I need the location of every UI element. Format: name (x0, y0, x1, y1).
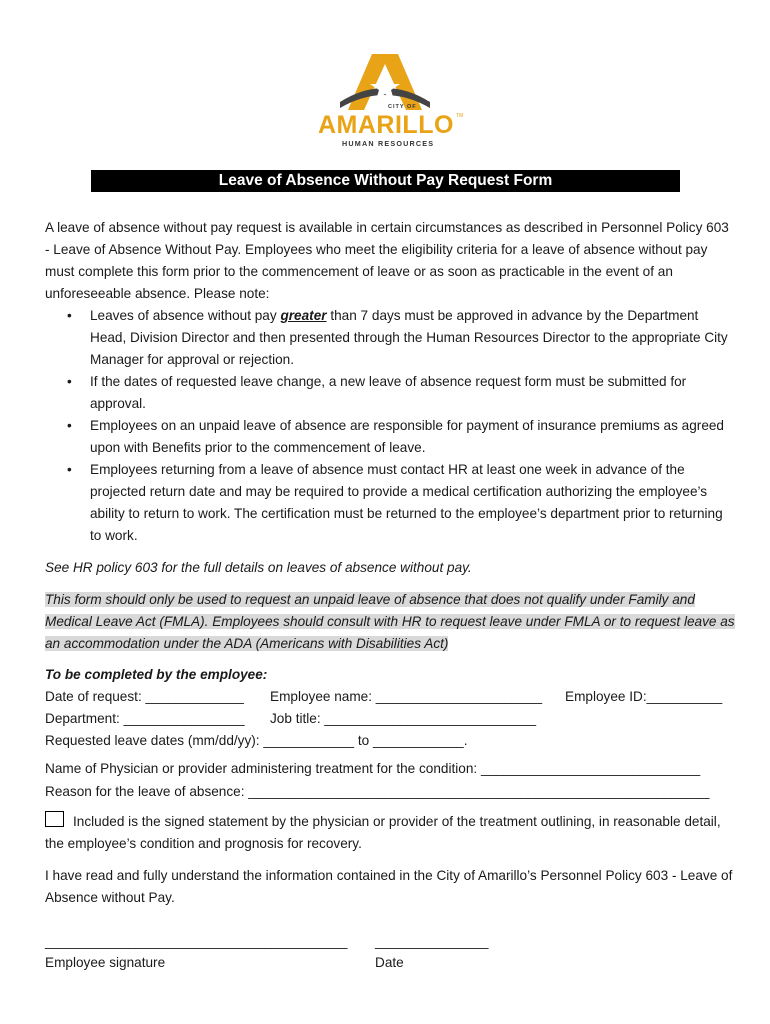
notes-list (45, 305, 735, 547)
acknowledgement-text: I have read and fully understand the information contained in the City of Amarillo’s Personnel Policy 603 - Leave of Absence without Pay. (45, 868, 733, 905)
signature-line[interactable]: ________________________________________ (45, 934, 348, 949)
date-of-request-field[interactable]: Date of request: _____________ (45, 689, 244, 704)
policy-reference: See HR policy 603 for the full details on leaves of absence without pay. (45, 560, 472, 575)
fmla-note-text: This form should only be used to request an unpaid leave of absence that does not qualify under Family and Medical Leave Act (FMLA). Employees should consult with HR to request leave under FMLA or to request leave as an accommodation under the ADA (Americans with Disabilities Act) (45, 592, 735, 651)
logo-department: HUMAN RESOURCES (342, 139, 435, 148)
fmla-note (45, 589, 735, 655)
physician-field[interactable]: Name of Physician or provider administering treatment for the condition: _____________________________ (45, 761, 701, 776)
emphasis-greater: greater (280, 308, 327, 323)
bullet-text: If the dates of requested leave change, a new leave of absence request form must be submitted for approval. (90, 374, 687, 411)
list-item (45, 415, 735, 459)
signature-label: Employee signature (45, 955, 166, 970)
checkbox-label: Included is the signed statement by the physician or provider of the treatment outlining, in reasonable detail, the employee’s condition and prognosis for recovery. (45, 814, 721, 851)
date-line[interactable]: _______________ (375, 934, 489, 949)
intro-paragraph: A leave of absence without pay request is available in certain circumstances as described in Personnel Policy 603 - Leave of Absence Without Pay. Employees who meet the eligibility criteria for a leave of absence without pay must complete this form prior to the commencement of leave or as soon as practicable in the event of an unforeseeable absence. Please note: (45, 220, 729, 301)
list-item (45, 305, 735, 371)
job-title-field[interactable]: Job title: ____________________________ (270, 711, 537, 726)
logo-name: AMARILLO (318, 111, 454, 139)
date-label: Date (375, 955, 404, 970)
bullet-text: Leaves of absence without pay (90, 308, 281, 323)
bullet-icon: • (67, 374, 72, 389)
employee-name-field[interactable]: Employee name: ______________________ (270, 689, 543, 704)
reason-field[interactable]: Reason for the leave of absence: _____________________________________________________________ (45, 784, 710, 799)
requested-dates-field[interactable]: Requested leave dates (mm/dd/yy): ____________ to ____________. (45, 733, 468, 748)
bullet-text: Employees on an unpaid leave of absence are responsible for payment of insurance premiums as agreed upon with Benefits prior to the commencement of leave. (90, 418, 724, 455)
bullet-text: Employees returning from a leave of absence must contact HR at least one week in advance of the projected return date and may be required to provide a medical certification authorizing the employee’s ability to return to work. The certification must be returned to the employee’s department prior to returning to work. (90, 462, 723, 543)
city-logo (310, 52, 464, 152)
form-title: Leave of Absence Without Pay Request Form (91, 170, 680, 192)
logo-trademark: TM (456, 113, 464, 119)
bullet-icon: • (67, 462, 72, 477)
logo-city-of: CITY OF (388, 104, 417, 110)
department-field[interactable]: Department: ________________ (45, 711, 245, 726)
bullet-text: than 7 days must be approved in advance by the Department Head, Division Director and then presented through the Human Resources Director to the appropriate City Manager for approval or rejection. (90, 308, 728, 367)
employee-id-field[interactable]: Employee ID:__________ (565, 689, 723, 704)
section-title: To be completed by the employee: (45, 667, 268, 682)
list-item (45, 459, 735, 547)
bullet-icon: • (67, 308, 72, 323)
list-item (45, 371, 735, 415)
bullet-icon: • (67, 418, 72, 433)
logo-a-star-icon (310, 52, 460, 112)
